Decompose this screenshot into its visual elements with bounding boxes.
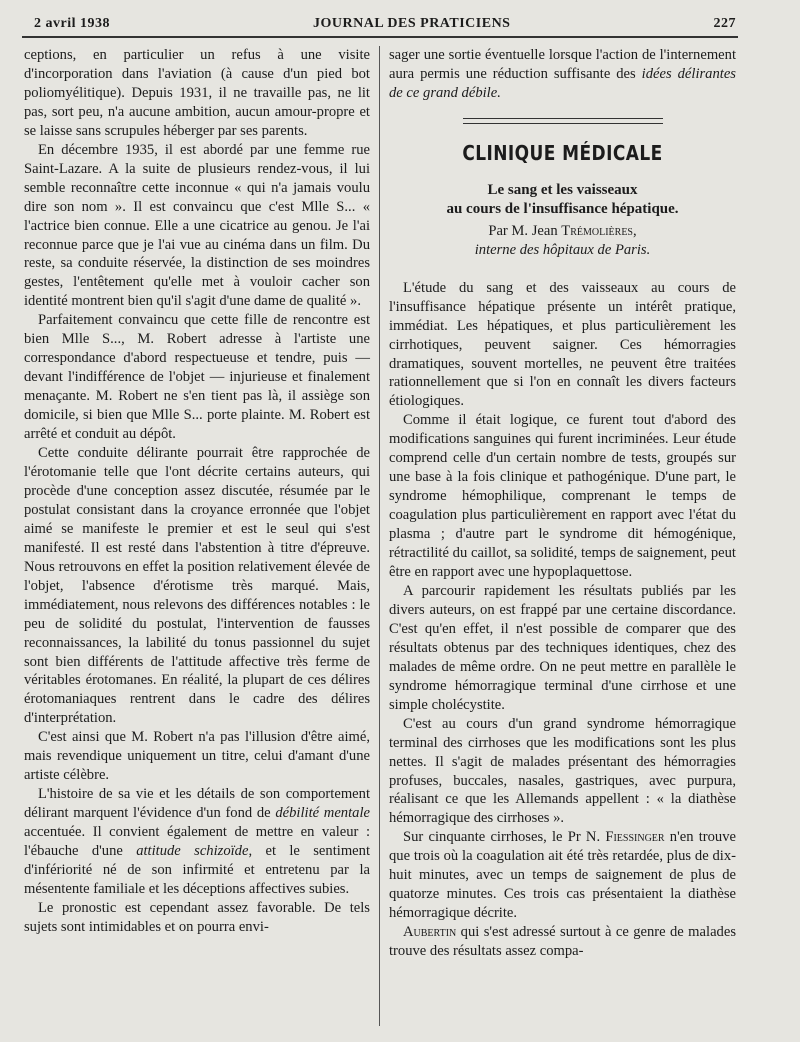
column-divider <box>379 46 380 1026</box>
paragraph: C'est ainsi que M. Robert n'a pas l'illusion d'être aimé, mais revendique uniquement un titre, celui d'amant d'une artiste célèbre. <box>24 729 370 784</box>
paragraph <box>24 785 370 899</box>
section-title: CLINIQUE MÉDICALE <box>462 140 663 165</box>
text-run: Sur cinquante cirrhoses, le Pr N. <box>403 829 606 846</box>
italic-term: idées délirantes de ce grand débile. <box>389 65 736 101</box>
header-date: 2 avril 1938 <box>34 16 110 31</box>
text-run: L'histoire de sa vie et les détails de son comportement délirant marquent l'évidence d'un fond de <box>24 786 370 822</box>
paragraph <box>389 46 736 103</box>
article-title-line: Le sang et les vaisseaux <box>487 181 638 198</box>
running-header <box>34 14 736 34</box>
italic-term: attitude schizoïde <box>136 843 249 860</box>
header-page-number: 227 <box>713 16 736 31</box>
paragraph: En décembre 1935, il est abordé par une femme rue Saint-Lazare. A la suite de plusieurs rendez-vous, il lui semble reconnaître cette inconnue « qui n'a jamais voulu dire son nom ». Il est convaincu que c'est Mlle S... « l'actrice bien connue. Elle a une cicatrice au genou. Je l'ai reconnue parce que je l'ai vue au cinéma dans un film. Du reste, sa conduite réservée, la distinction de ses moindres gestes, l'entêtement qu'elle met à vouloir cacher son identité montrent bien qu'il s'agit d'une dame de qualité ». <box>24 141 370 310</box>
author-name: Trémolières <box>561 222 633 239</box>
text-run: accentuée. Il convient également de mettre en valeur : l'ébauche d'une <box>24 824 370 860</box>
paragraph: C'est au cours d'un grand syndrome hémorragique terminal des cirrhoses que les modifications sont les plus nettes. Il s'agit de malades présentant des hémorragies profuses, buccales, nasales, gastriques, avec purpura, réalisant ce que les Allemands appellent : « la diathèse hémorragique des cirrhoses ». <box>389 715 736 827</box>
author-name: Fiessinger <box>605 829 665 846</box>
author-byline <box>389 222 736 241</box>
paragraph: A parcourir rapidement les résultats publiés par les divers auteurs, on est frappé par une certaine discordance. C'est qu'en effet, il n'est possible de comparer que des résultats obtenus par des techniques identiques, chez des malades de même ordre. On ne peut mettre en parallèle le syndrome hémorragique terminal d'une cirrhose et une simple cholécystite. <box>389 582 736 713</box>
italic-term: débilité mentale <box>275 805 370 822</box>
paragraph: Cette conduite délirante pourrait être rapprochée de l'érotomanie telle que l'ont décrite certains auteurs, qui procède d'une conception assez discutée, résumée par le postulat consistant dans la croyance erronnée que l'objet aimé se manifeste le premier et est le seul qui s'est manifesté. Il est resté dans l'abstention à titre d'épreuve. Nous retrouvons en effet la position relativement élevée de l'objet, l'absence d'érotisme très marqué. Mais, immédiatement, nous relevons des différences notables : le peu de solidité du postulat, l'intervention de fausses reconnaissances, la labilité du tonus passionnel du sujet sont bien différents de l'attitude affective très ferme de véritables érotomanes. En réalité, la plupart de ces délires érotomaniaques rentrent dans le cadre des délires d'interprétation. <box>24 445 370 727</box>
paragraph: Le pronostic est cependant assez favorable. De tels sujets sont intimidables et on pourra envi- <box>24 899 370 935</box>
text-run: sager une sortie éventuelle lorsque l'action de l'internement aura permis une réduction suffisante des <box>389 47 736 82</box>
text-run: Par M. Jean <box>488 222 562 239</box>
text-run: n'en trouve que trois où la coagulation ait été très retardée, plus de dix-huit minutes, avec un temps de saignement de plus de quatorze minutes. Ces trois cas présentaient la diathèse hémorragique décrite. <box>389 829 736 922</box>
text-run: , <box>633 222 637 239</box>
paragraph: ceptions, en particulier un refus à une visite d'incorporation dans l'aviation (à cause d'un pied bot poliomyélitique). Depuis 1931, il ne travaille pas, ne lit pas, sort peu, n'a aucune ambition, aucun amour-propre et se laisse sans scrupules héberger par ses parents. <box>24 47 370 139</box>
paragraph <box>389 828 736 923</box>
paragraph: L'étude du sang et des vaisseaux au cours de l'insuffisance hépatique présente un intérêt pratique, immédiat. Les hépatiques, et plus particulièrement les cirrhotiques, peuvent saigner. Ces hémorragies dramatiques, souvent mortelles, ne peuvent être traitées rationnellement que si l'on en connaît les divers facteurs étiologiques. <box>389 279 736 410</box>
paragraph <box>389 923 736 961</box>
right-column <box>389 46 736 961</box>
article-title <box>389 181 736 219</box>
author-affiliation: interne des hôpitaux de Paris. <box>474 241 651 258</box>
left-column <box>24 46 370 937</box>
text-run: qui s'est adressé surtout à ce genre de malades trouve des résultats assez compa- <box>389 924 736 960</box>
paragraph: Parfaitement convaincu que cette fille de rencontre est bien Mlle S..., M. Robert adresse à l'artiste une correspondance d'abord respectueuse et tendre, puis — devant l'indifférence de l'objet — injurieuse et finalement menaçante. M. Robert ne s'en tient pas là, il assiège son domicile, si bien que Mlle S... porte plainte. M. Robert est arrêté et conduit au dépôt. <box>24 312 370 443</box>
header-journal-title: JOURNAL DES PRATICIENS <box>313 16 511 31</box>
text-run: , et le sentiment d'infériorité né de son infirmité et entretenu par la mésentente familiale et les déceptions affectives subies. <box>24 843 370 897</box>
header-rule <box>22 36 738 38</box>
section-separator <box>463 118 663 124</box>
author-name: Aubertin <box>403 924 457 941</box>
paragraph: Comme il était logique, ce furent tout d'abord des modifications sanguines qui furent incriminées. Leur étude comprend celle d'un certain nombre de tests, groupés sur une base à la fois clinique et pathogénique. D'une part, le syndrome hémophilique, comprenant le temps de coagulation plus particulièrement en rapport avec l'état du plasma ; d'autre part le syndrome dit hémogénique, rétractilité du caillot, sa solidité, temps de saignement, peut être en rapport avec une hypoplaquettose. <box>389 412 736 581</box>
article-title-line: au cours de l'insuffisance hépatique. <box>446 200 679 217</box>
